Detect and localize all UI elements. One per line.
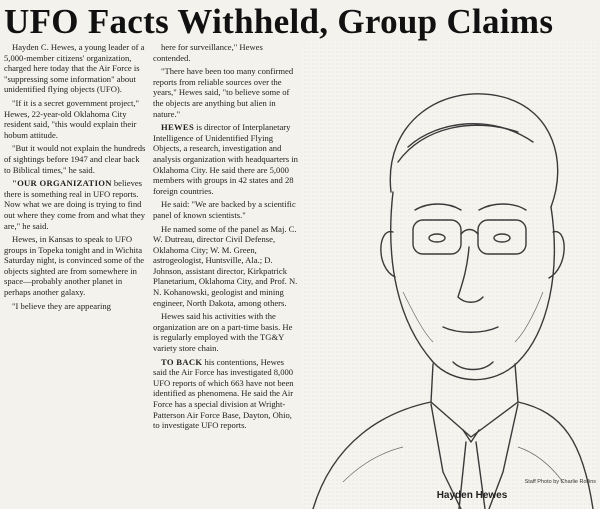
- column-2-paragraph: [153, 357, 299, 431]
- column-2-paragraph: [153, 122, 299, 196]
- photo-caption: Hayden Hewes: [436, 490, 508, 501]
- column-2-paragraph: He said: "We are backed by a scientific panel of known scientists.": [153, 199, 296, 220]
- paragraph-text: is director of Interplanetary Intelligence of Unidentified Flying Objects, a research, investigation and analysis organization with headquarters in Oklahoma City. He said there are 5,000 members with groups in 42 states and 28 foreign countries.: [153, 122, 298, 196]
- paragraph-text: believes there is something real in UFO reports. Now what we are doing is trying to find out where they come from and what they are," he said.: [4, 178, 146, 231]
- paragraph-lead-in: HEWES: [161, 122, 195, 133]
- paragraph-lead-in: "OUR ORGANIZATION: [12, 178, 112, 189]
- paragraph-lead-in: TO BACK: [161, 356, 203, 367]
- column-1-paragraph: "I believe they are appearing: [12, 300, 111, 311]
- column-2-paragraph: He named some of the panel as Maj. C. W. Dutreau, director Civil Defense, Oklahoma City; W. M. Green, astrogeologist, Huntsville, Ala.; D. Johnson, assistant director, Kirkpatrick Planetarium, Oklahoma City, and Prof. N. N. Kohanowski, geologist and mining engineer, North Dakota, among others.: [153, 223, 298, 308]
- paragraph-text: his contentions, Hewes said the Air Force has investigated 8,000 UFO reports of which 663 have not been identified as phenomena. He said the Air Force has a special division at Wright-Patterson Air Force Base, Dayton, Ohio, to investigate UFO reports.: [153, 356, 294, 431]
- article-column-2: [153, 42, 299, 434]
- portrait-photo: [303, 42, 598, 509]
- photo-credit: Staff Photo by Charlie Rollins: [524, 479, 596, 485]
- article-column-1: [4, 42, 148, 314]
- headline: UFO Facts Withheld, Group Claims: [4, 2, 554, 41]
- column-1-paragraph: "If it is a secret government project," Hewes, 22-year-old Oklahoma City resident said, "this would explain their hobum attitude.: [4, 97, 140, 140]
- column-2-paragraph: "There have been too many confirmed reports from reliable sources over the years," Hewes said, "to believe some of the objects are anything but alien in nature.": [153, 66, 294, 119]
- column-2-paragraph: Hewes said his activities with the organization are on a part-time basis. He is regularly employed with the TG&Y variety store chain.: [153, 311, 293, 354]
- column-1-paragraph: Hewes, in Kansas to speak to UFO groups in Topeka tonight and in Wichita Saturday night, is convinced some of the objects sighted are from somewhere in space—probably another planet in perhaps another galaxy.: [4, 234, 145, 298]
- column-1-paragraph: "But it would not explain the hundreds of sightings before 1947 and clear back to Biblical times," he said.: [4, 143, 146, 175]
- column-1-paragraph: [4, 178, 148, 231]
- column-1-paragraph: Hayden C. Hewes, a young leader of a 5,000-member citizens' organization, charged here today that the Air Force is "suppressing some information" about unidentified flying objects (UFO).: [4, 42, 145, 95]
- column-2-paragraph: here for surveillance," Hewes contended.: [153, 42, 263, 63]
